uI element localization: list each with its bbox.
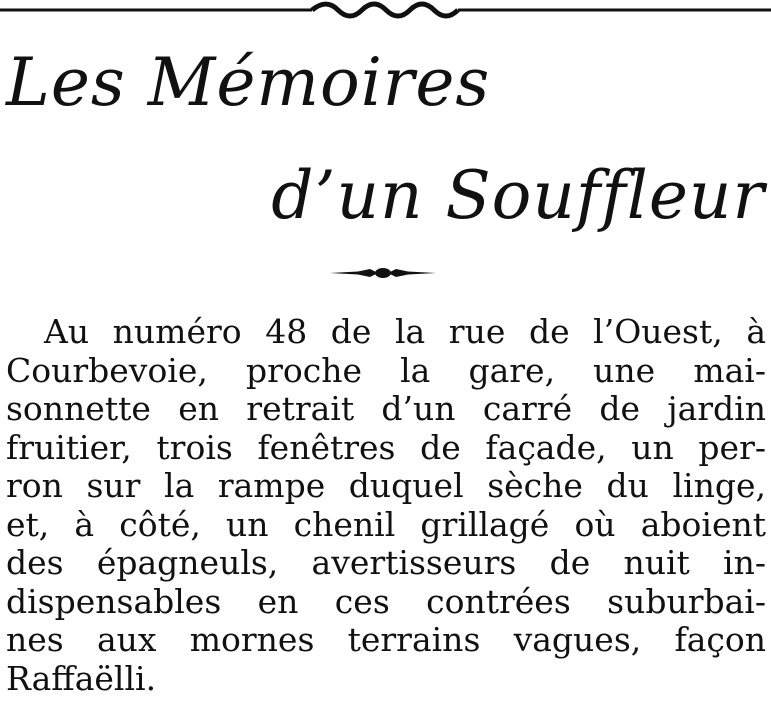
body-line: ron sur la rampe duquel sèche du linge,	[6, 466, 766, 505]
body-line: sonnette en retrait d’un carré de jardin	[6, 389, 766, 428]
article-title-line-1: Les Mémoires	[6, 44, 491, 121]
body-line: Raffaëlli.	[6, 658, 157, 698]
top-wavy-rule	[0, 0, 771, 24]
body-line: Au numéro 48 de la rue de l’Ouest, à	[44, 312, 766, 351]
body-line: Courbevoie, proche la gare, une mai-	[6, 350, 766, 390]
body-line: et, à côté, un chenil grillagé où aboient	[6, 504, 766, 544]
title-ornament-divider	[328, 265, 438, 281]
article-title-line-2: d’un Souffleur	[271, 157, 765, 234]
body-line: dispensables en ces contrées suburbai-	[6, 581, 766, 621]
article-body	[6, 313, 766, 698]
body-line: nes aux mornes terrains vagues, façon	[6, 620, 766, 659]
body-line: fruitier, trois fenêtres de façade, un per-	[6, 427, 766, 467]
body-line: des épagneuls, avertisseurs de nuit in-	[6, 543, 766, 582]
